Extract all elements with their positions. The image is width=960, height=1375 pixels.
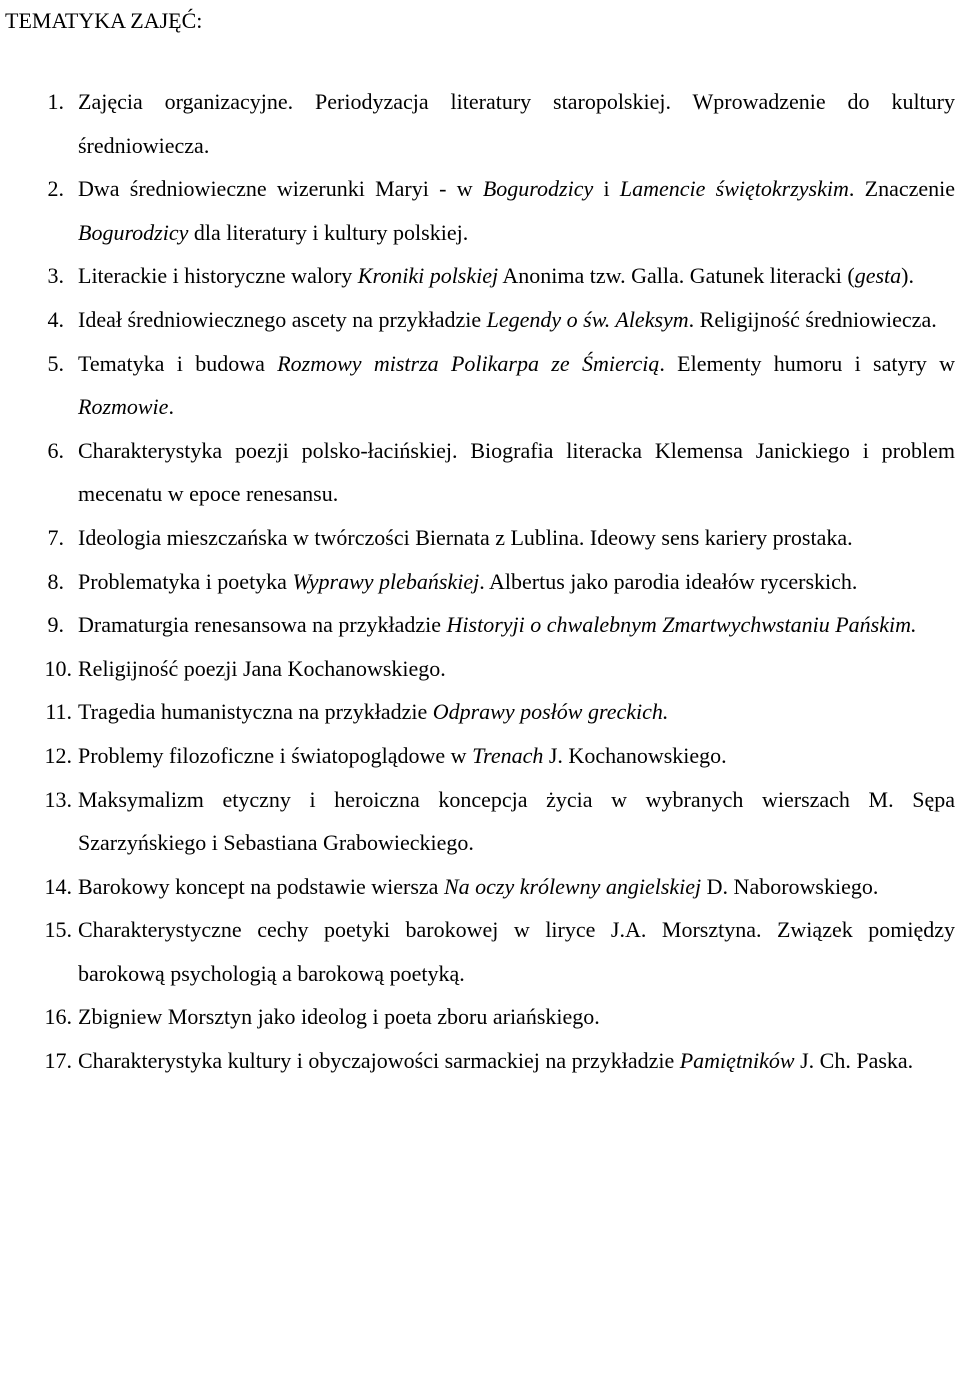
topic-item [0,429,955,516]
topic-text-segment: . [168,394,174,420]
topic-text [78,612,916,637]
topic-number: 3. [47,263,64,289]
topic-item [0,298,955,342]
topic-title-italic: Rozmowie [78,394,169,420]
topic-title-italic: gesta [854,263,902,289]
topic-text-segment: . Elementy humoru i satyry w [659,350,956,376]
topic-title-italic: Trenach [472,742,544,768]
topic-text [78,89,955,158]
topic-title-italic: Rozmowy mistrza Polikarpa ze Śmiercią [277,350,660,376]
topic-text-segment: Tematyka i budowa [78,350,278,376]
topic-item [0,516,955,560]
topic-text [78,438,955,507]
topic-text-segment: . Religijność średniowiecza. [688,306,937,332]
topic-item [0,865,955,909]
topic-text-segment: Anonima tzw. Galla. Gatunek literacki ( [498,263,855,289]
topic-text-segment: Tragedia humanistyczna na przykładzie [78,699,433,725]
topic-item [0,995,955,1039]
topic-item [0,1039,955,1083]
topic-number: 15. [44,917,72,943]
topic-title-italic: Bogurodzicy [482,176,594,202]
page-heading: TEMATYKA ZAJĘĆ: [5,8,203,33]
topic-title-italic: Lamencie świętokrzyskim [619,176,849,202]
topic-number: 6. [47,437,64,463]
topic-number: 14. [44,873,72,899]
topic-text-segment: Dramaturgia renesansowa na przykładzie [78,612,447,638]
topic-item [0,560,955,604]
topic-title-italic: Na oczy królewny angielskiej [443,873,702,899]
topic-text-segment: Charakterystyka kultury i obyczajowości sarmackiej na przykładzie [78,1048,680,1074]
topic-text [78,569,857,594]
topic-title-italic: Bogurodzicy [78,219,189,245]
topic-number: 1. [47,89,64,114]
topic-text [78,351,955,420]
topic-text [78,874,878,899]
topic-number: 16. [44,1004,72,1030]
topic-number: 11. [45,699,72,725]
topic-text-segment: Zbigniew Morsztyn jako ideolog i poeta zboru ariańskiego. [78,1004,600,1030]
topic-number: 2. [47,176,64,202]
topic-text [78,787,955,856]
topic-text-segment: Dwa średniowieczne wizerunki Maryi - w [78,176,483,202]
topic-text-segment: Ideologia mieszczańska w twórczości Biernata z Lublina. Ideowy sens kariery prostaka. [78,524,853,550]
topic-item [0,167,955,254]
topic-text-segment: Maksymalizm etyczny i heroiczna koncepcja życia w wybranych wierszach M. Sępa Szarzyńskiego i Sebastiana Grabowieckiego. [78,786,955,856]
topic-item [0,908,955,995]
topic-number: 17. [44,1048,72,1074]
topic-text-segment: Problematyka i poetyka [78,568,293,594]
topic-text-segment: i [593,176,620,202]
topic-title-italic: Wyprawy plebańskiej [292,568,480,594]
topic-list [0,80,960,1083]
topic-title-italic: Historyji o chwalebnym Zmartwychwstaniu Pańskim. [446,612,917,638]
topic-text-segment: . Znaczenie [848,176,956,202]
topic-text-segment: D. Naborowskiego. [701,873,879,899]
topic-number: 8. [47,568,64,594]
topic-item [0,254,955,298]
topic-text-segment: Literackie i historyczne walory [78,263,358,289]
topic-item [0,778,955,865]
topic-title-italic: Pamiętników [679,1048,795,1074]
topic-item [0,647,955,691]
topic-number: 13. [44,786,72,812]
topic-item [0,342,955,429]
topic-item [0,690,955,734]
topic-text [78,1048,913,1073]
topic-title-italic: Odprawy posłów greckich. [432,699,669,725]
topic-item [0,80,955,167]
topic-text-segment: Barokowy koncept na podstawie wiersza [78,873,444,899]
topic-item [0,734,955,778]
topic-text [78,656,446,681]
topic-number: 4. [47,306,64,332]
topic-text [78,307,937,332]
topic-number: 10. [44,655,72,681]
topic-text-segment: Problemy filozoficzne i światopoglądowe w [78,742,473,768]
topic-text [78,743,727,768]
topic-item [0,603,955,647]
topic-title-italic: Legendy o św. Aleksym [486,306,689,332]
topic-text-segment: ). [901,263,914,289]
topic-text [78,699,668,724]
topic-number: 12. [44,742,72,768]
topic-number: 9. [47,612,64,638]
topic-text [78,176,955,245]
topic-text-segment: Charakterystyczne cechy poetyki barokowej w liryce J.A. Morsztyna. Związek pomiędzy barokową psychologią a barokową poetyką. [78,917,955,986]
topic-text [78,917,955,986]
topic-number: 5. [47,350,64,376]
topic-text-segment: Ideał średniowiecznego ascety na przykładzie [78,306,487,332]
topic-text-segment: Zajęcia organizacyjne. Periodyzacja literatury staropolskiej. Wprowadzenie do kultury średniowiecza. [78,89,955,158]
topic-text [78,263,914,288]
topic-title-italic: Kroniki polskiej [357,263,499,289]
topic-text-segment: . Albertus jako parodia ideałów rycerskich. [479,568,858,594]
topic-text-segment: Charakterystyka poezji polsko-łacińskiej. Biografia literacka Klemensa Janickiego i problem mecenatu w epoce renesansu. [78,437,955,507]
topic-text [78,1004,600,1029]
topic-text-segment: J. Kochanowskiego. [543,742,727,768]
topic-text-segment: dla literatury i kultury polskiej. [188,219,469,245]
topic-text [78,525,853,550]
topic-number: 7. [47,524,64,550]
topic-text-segment: Religijność poezji Jana Kochanowskiego. [78,655,446,681]
topic-text-segment: J. Ch. Paska. [794,1048,914,1074]
